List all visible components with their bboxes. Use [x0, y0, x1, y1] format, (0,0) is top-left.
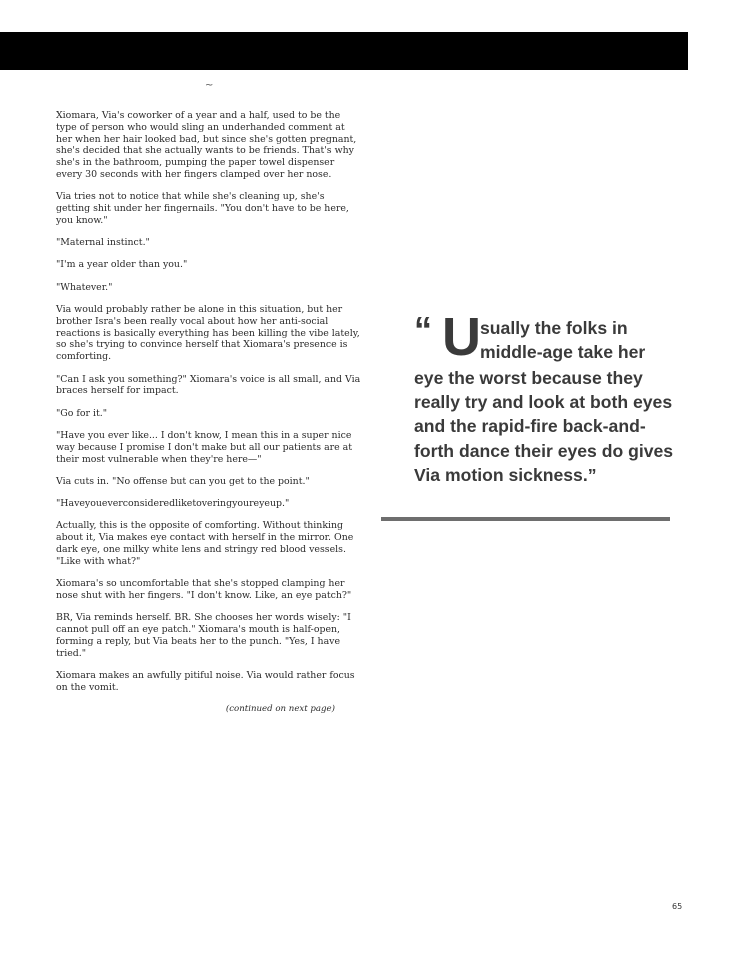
paragraph: Xiomara makes an awfully pitiful noise. Via would rather focus on the vomit.	[56, 669, 355, 693]
page-number: 65	[672, 902, 683, 911]
paragraph: "I'm a year older than you."	[56, 259, 188, 271]
paragraph: "Can I ask you something?" Xiomara's voice is all small, and Via braces herself for impact.	[56, 373, 361, 397]
open-quote-mark: “	[414, 309, 428, 350]
pull-quote-rule	[381, 517, 670, 521]
pull-quote-line-1: sually the folks in	[480, 318, 628, 338]
paragraph: Actually, this is the opposite of comforting. Without thinking about it, Via makes eye contact with herself in the mirror. One dark eye, one milky white lens and stringy red blood vessels. "Like with what?"	[56, 520, 354, 567]
paragraph: Xiomara, Via's coworker of a year and a half, used to be the type of person who would sling an underhanded comment at her when her hair looked bad, but since she's gotten pregnant, she's decided that she actually wants to be friends. That's why she's in the bathroom, pumping the paper towel dispenser every 30 seconds with her fingers clamped over her nose.	[56, 110, 357, 180]
paragraph: "Whatever."	[56, 281, 113, 293]
ornament-mark: ~	[205, 80, 214, 91]
paragraph: Via tries not to notice that while she's cleaning up, she's getting shit under her fingernails. "You don't have to be here, you know."	[56, 191, 349, 226]
paragraph: "Have you ever like... I don't know, I mean this in a super nice way because I promise I don't make but all our patients are at their most vulnerable when they're here—"	[56, 429, 353, 465]
pull-quote-body: eye the worst because they really try and look at both eyes and the rapid-fire back-and-forth dance their eyes do gives Via motion sickness.”	[414, 368, 674, 485]
paragraph: "Maternal instinct."	[56, 237, 150, 249]
paragraph: "Go for it."	[56, 407, 108, 419]
pull-quote-head	[414, 307, 676, 367]
paragraph: Via cuts in. "No offense but can you get to the point."	[56, 475, 310, 487]
paragraph: Via would probably rather be alone in this situation, but her brother Isra's been really vocal about how her anti-social reactions is basically everything has been killing the vibe lately, so she's trying to convince herself that Xiomara's presence is comforting.	[56, 304, 360, 363]
drop-cap: U	[442, 307, 481, 367]
paragraph: BR, Via reminds herself. BR. She chooses her words wisely: "I cannot pull off an eye patch." Xiomara's mouth is half-open, forming a reply, but Via beats her to the punch. "Yes, I have tried."	[56, 612, 351, 659]
header-bar	[0, 32, 688, 70]
pull-quote	[414, 307, 676, 487]
paragraph: Xiomara's so uncomfortable that she's stopped clamping her nose shut with her fingers. "I don't know. Like, an eye patch?"	[56, 578, 352, 601]
paragraph: "Haveyoueverconsideredliketoveringyoureyeup."	[56, 498, 290, 510]
continued-note: (continued on next page)	[225, 703, 335, 714]
story-column	[56, 110, 361, 714]
pull-quote-line-2: middle-age take her	[480, 342, 646, 362]
